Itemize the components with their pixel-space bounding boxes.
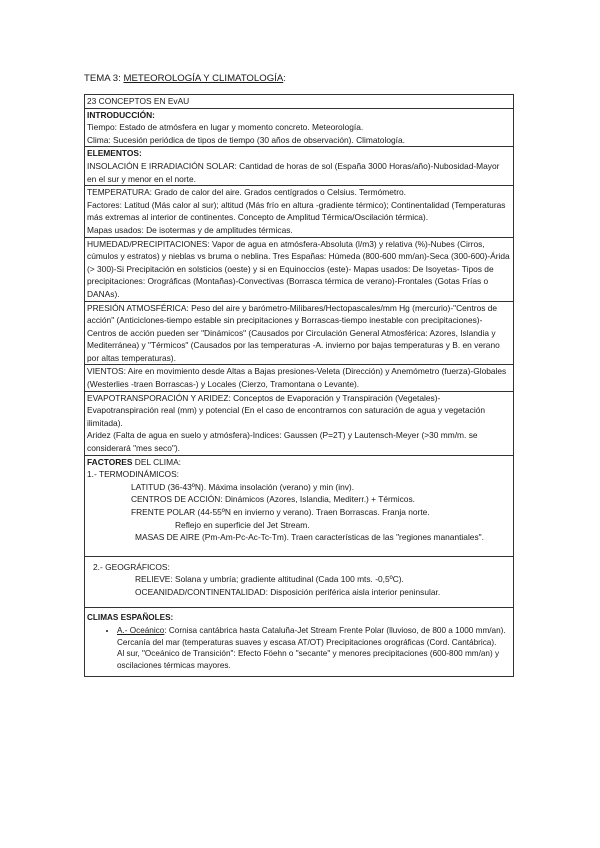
title-main: METEOROLOGÍA Y CLIMATOLOGÍA [123,73,284,84]
intro-clima: Clima: Sucesión periódica de tipos de tiempo (30 años de observación). Climatología. [87,134,405,145]
vientos-cell: VIENTOS: Aire en movimiento desde Altas a Bajas presiones-Veleta (Dirección) y Anemómetro (fuerza)-Globales (Westerlies -traen Borrascas-) y Locales (Cierzo, Tramontana o Levante). [85,365,514,391]
geograficos-heading: 2.- GEOGRÁFICOS: [93,561,170,572]
humedad-cell: HUMEDAD/PRECIPITACIONES: Vapor de agua en atmósfera-Absoluta (l/m3) y relativa (%)-Nubes (Cirros, cúmulos y estratos) y nieblas vs bruma o neblina. Tres Españas: Húmeda (800-600 mm/an)-Seca (300-600)-Árida (> 300)-Si Precipitación en solsticios (oeste) y si en Equinoccios (este)- Mapas usados: De Isoyetas- Tipos de precipitaciones: Orográficas (Montañas)-Convectivas (Borrasca térmica de verano)-Frontales (Gotas Frías o DANAs). [85,237,514,301]
climas-cell [85,607,514,676]
factores-heading-rest: DEL CLIMA: [132,456,182,467]
masas-aire-text: MASAS DE AIRE (Pm-Am-Pc-Ac-Tc-Tm). Traen características de las "regiones manantiales". [135,532,484,543]
climas-heading: CLIMAS ESPAÑOLES: [87,612,174,622]
presion-cell: PRESIÓN ATMOSFÉRICA: Peso del aire y barómetro-Milibares/Hectopascales/mm Hg (mercurio)-"Centros de acción" (Anticiclones-tiempo estable sin precipitaciones y Borrascas-tiempo inestable con precipitaciones)- Centros de acción pueden ser "Dinámicos" (Causados por Circulación General Atmosférica: Azores, Islandia y Mediterránea) y "Térmicos" (Causados por las temperaturas -A. invierno por bajas temperaturas y B. en verano por altas temperaturas). [85,301,514,365]
intro-heading: INTRODUCCIÓN: [87,109,155,120]
evapo-def: EVAPOTRANSPORACIÓN Y ARIDEZ: Conceptos de Evaporación y Transpiración (Vegetales)-Evapotranspiración real (mm) y potencial (En el caso de encontrarnos con saturación de agua y vegetación ilimitada). [87,392,486,428]
oceanico-transicion-text: Al sur, "Oceánico de Transición": Efecto Föehn o "secante" y menores precipitaciones (600-800 mm/an) y oscilaciones térmicas mayores. [117,649,500,670]
factores-cell [85,455,514,556]
evapo-cell [85,391,514,455]
table-row [85,147,514,186]
oceanico-text: : Cornisa cantábrica hasta Cataluña-Jet Stream Frente Polar (lluvioso, de 800 a 1000 mm/an). Cercanía del mar (temperaturas suaves y escasa AT/OT) Precipitaciones orográficas (Cord. Cantábrica). [117,626,506,647]
table-row [85,556,514,607]
termodinamicos-heading: 1.- TERMODINÁMICOS: [87,469,179,480]
table-row [85,365,514,391]
concepts-cell: 23 CONCEPTOS EN EvAU [85,95,514,109]
intro-cell [85,108,514,147]
table-row [85,391,514,455]
table-row [85,186,514,237]
title-suffix: : [283,73,286,84]
insolacion-text: INSOLACIÓN E IRRADIACIÓN SOLAR: Cantidad de horas de sol (España 3000 Horas/año)-Nubosidad-Mayor en el sur y menor en el norte. [87,160,500,184]
temperatura-factores: Factores: Latitud (Más calor al sur); altitud (Más frío en altura -gradiente térmico); Continentalidad (Temperaturas más extremas al interior de continentes. Concepto de Amplitud Térmica/Oscilación térmica). [87,199,506,223]
centros-text: CENTROS DE ACCIÓN: Dinámicos (Azores, Islandia, Mediterr.) + Térmicos. [131,494,415,505]
table-row [85,237,514,301]
table-row [85,108,514,147]
title-prefix: TEMA 3: [84,73,124,84]
elementos-heading: ELEMENTOS: [87,148,142,159]
table-row [85,455,514,556]
geograficos-cell [85,556,514,607]
relieve-text: RELIEVE: Solana y umbría; gradiente altitudinal (Cada 100 mts. -0,5ºC). [135,574,404,585]
aridez-def: Aridez (Falta de agua en suelo y atmósfera)-Indices: Gaussen (P=2T) y Lautensch-Meyer (>30 mm/m. se considerará "mes seco"). [87,430,478,454]
list-item [117,625,511,671]
intro-tiempo: Tiempo: Estado de atmósfera en lugar y momento concreto. Meteorología. [87,122,364,133]
table-row [85,607,514,676]
page-title [84,73,286,84]
latitud-text: LATITUD (36-43ºN). Máxima insolación (verano) y min (inv). [131,481,355,492]
temperatura-def: TEMPERATURA: Grado de calor del aire. Grados centígrados o Celsius. Termómetro. [87,187,406,198]
climas-list [87,625,511,671]
elementos-cell [85,147,514,186]
oceanico-label: A.- Oceánico [117,626,165,636]
oceanidad-text: OCEANIDAD/CONTINENTALIDAD: Disposición periférica aisla interior peninsular. [135,586,441,597]
jet-stream-text: Reflejo en superficie del Jet Stream. [175,519,310,530]
concepts-table [84,94,514,677]
factores-heading-bold: FACTORES [87,456,133,467]
temperatura-cell [85,186,514,237]
table-row [85,301,514,365]
temperatura-mapas: Mapas usados: De isotermas y de amplitudes térmicas. [87,224,293,235]
frente-polar-text: FRENTE POLAR (44-55ºN en invierno y verano). Traen Borrascas. Franja norte. [131,507,430,517]
table-row [85,95,514,109]
